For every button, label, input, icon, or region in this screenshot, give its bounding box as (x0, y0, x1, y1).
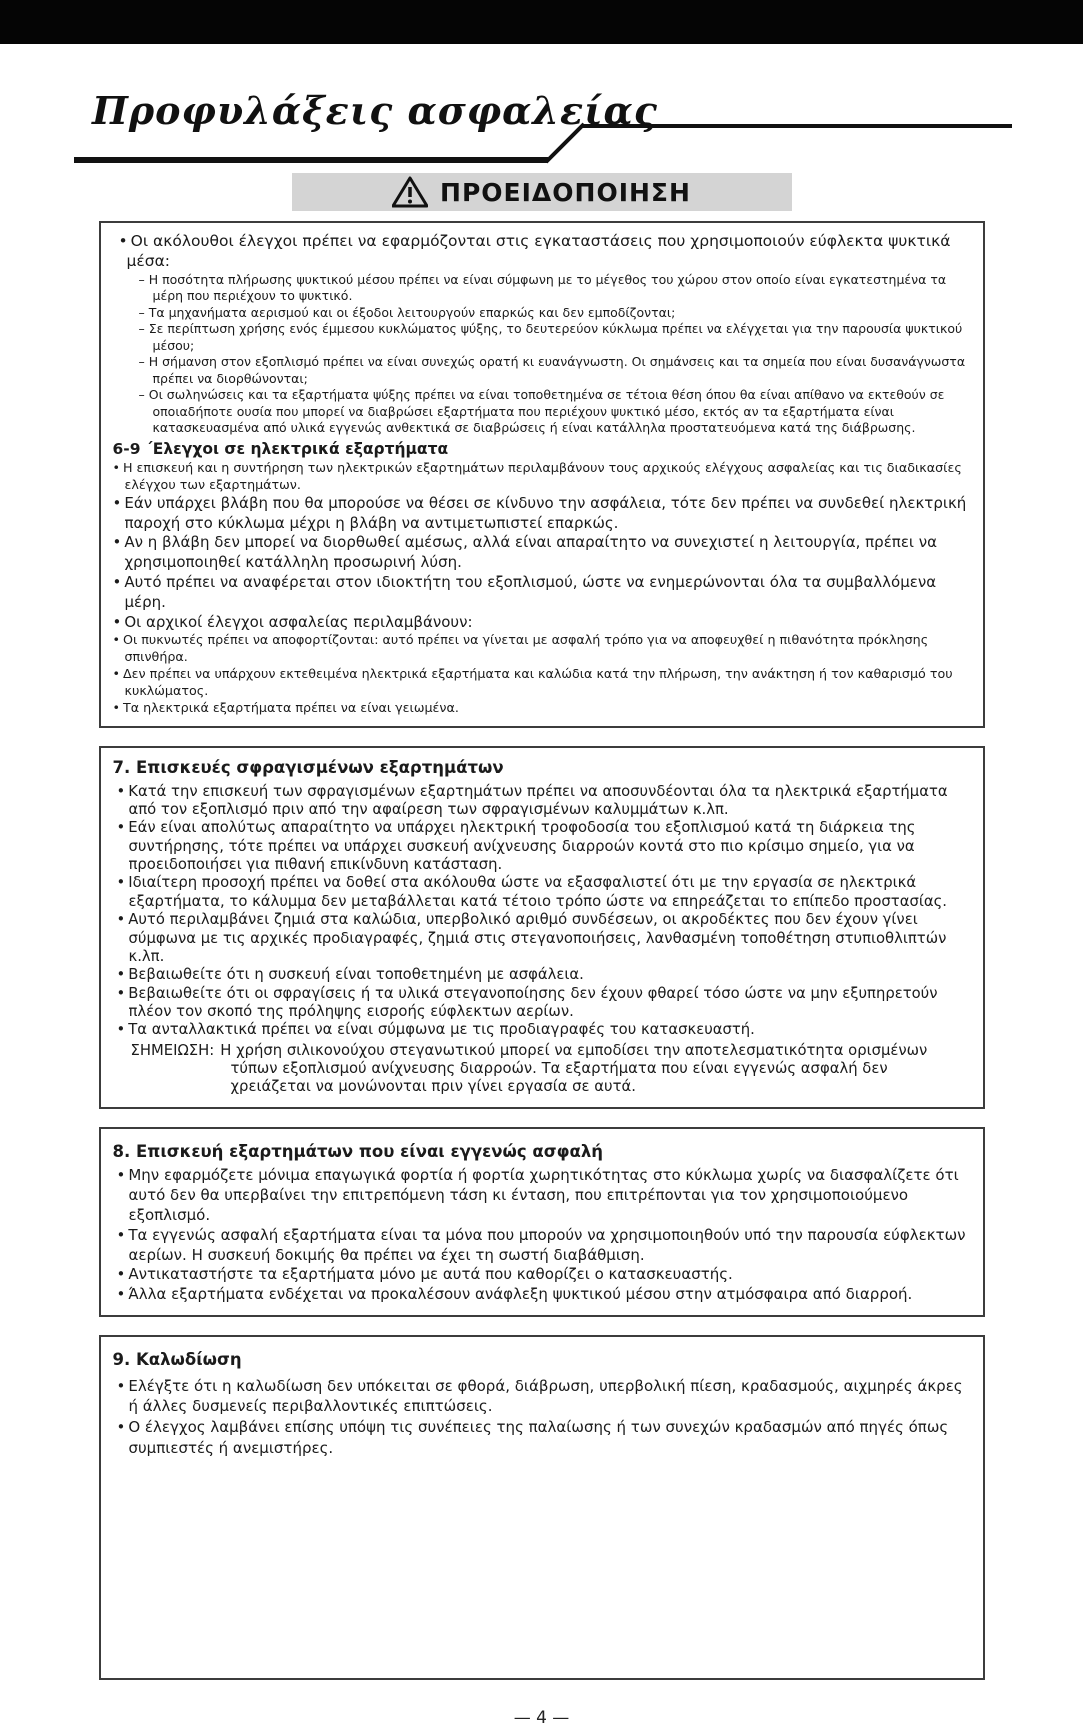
scan-top-bar (0, 0, 1083, 44)
subsection-title: 6-9 ΄Ελεγχοι σε ηλεκτρικά εξαρτήματα (112, 439, 449, 458)
warning-label: ΠΡΟΕΙΔΟΠΟΙΗΣΗ (440, 177, 691, 207)
note-text: Η χρήση σιλικονούχου στεγανωτικού μπορεί να εμποδίσει την αποτελεσματικότητα ορισμένων τύπων εξοπλισμού ανίχνευσης διαρροών. Τα εξαρτήματα που είναι εγγενώς ασφαλή δεν χρειάζεται να μονώνονται πριν γίνει εργασία σε αυτά. (220, 1041, 928, 1096)
section-8-box (99, 1127, 985, 1317)
bullet-item: • Τα ανταλλακτικά πρέπει να είναι σύμφωνα με τις προδιαγραφές του κατασκευαστή. (113, 1021, 971, 1039)
warning-box (99, 221, 985, 728)
page-number: — 4 — (513, 1707, 570, 1728)
bullet-item: • Μην εφαρμόζετε μόνιμα επαγωγικά φορτία ή φορτία χωρητικότητας στο κύκλωμα χωρίς να διασφαλίζετε ότι αυτό δεν θα υπερβαίνει την επιτρεπόμενη τάση κι ένταση, που επιτρέπονται για τον χρησιμοποιούμενο εξοπλισμό. (113, 1166, 971, 1225)
dash-item: – Η ποσότητα πλήρωσης ψυκτικού μέσου πρέπει να είναι σύμφωνη με το μέγεθος του χώρου στον οποίο είναι εγκατεστημένα τα μέρη που περιέχουν το ψυκτικό. (139, 272, 971, 305)
section-9-title: 9. Καλωδίωση (112, 1349, 242, 1369)
bullet-item: • Αν η βλάβη δεν μπορεί να διορθωθεί αμέσως, αλλά είναι απαραίτητο να συνεχιστεί η λειτουργία, πρέπει να χρησιμοποιηθεί κατάλληλη προσωρινή λύση. (113, 533, 971, 573)
section-9-box (99, 1335, 985, 1680)
dash-item: – Η σήμανση στον εξοπλισμό πρέπει να είναι συνεχώς ορατή κι ευανάγνωστη. Οι σημάνσεις και τα σημεία που είναι δυσανάγνωστα πρέπει να διορθώνονται; (139, 354, 971, 387)
bullet-item: • Κατά την επισκευή των σφραγισμένων εξαρτημάτων πρέπει να αποσυνδέονται όλα τα ηλεκτρικά εξαρτήματα από τον εξοπλισμό πριν από την αφαίρεση των σφραγισμένων καλυμμάτων κ.λπ. (113, 783, 971, 820)
warning-intro: • Οι ακόλουθοι έλεγχοι πρέπει να εφαρμόζονται στις εγκαταστάσεις που χρησιμοποιούν εύφλεκτα ψυκτικά μέσα: (113, 231, 971, 272)
warning-dash-list (113, 272, 971, 437)
bullet-item: • Οι αρχικοί έλεγχοι ασφαλείας περιλαμβάνουν: (113, 613, 971, 633)
dash-item: – Τα μηχανήματα αερισμού και οι έξοδοι λειτουργούν επαρκώς και δεν εμποδίζονται; (139, 305, 971, 322)
bullet-item: • Εάν υπάρχει βλάβη που θα μπορούσε να θέσει σε κίνδυνο την ασφάλεια, τότε δεν πρέπει να συνδεθεί ηλεκτρική παροχή στο κύκλωμα μέχρι η βλάβη να αντιμετωπιστεί επαρκώς. (113, 494, 971, 534)
bullet-item: • Η επισκευή και η συντήρηση των ηλεκτρικών εξαρτημάτων περιλαμβάνουν τους αρχικούς ελέγχους ασφαλείας και τις διαδικασίες ελέγχου των εξαρτημάτων. (113, 460, 971, 494)
section-8-title: 8. Επισκευή εξαρτημάτων που είναι εγγενώς ασφαλή (112, 1141, 604, 1161)
page-title: Προφυλάξεις ασφαλείας (92, 88, 658, 133)
warning-banner (292, 173, 792, 211)
bullet-item: • Ελέγξτε ότι η καλωδίωση δεν υπόκειται σε φθορά, διάβρωση, υπερβολική πίεση, κραδασμούς, αιχμηρές άκρες ή άλλες δυσμενείς περιβαλλοντικές επιπτώσεις. (113, 1376, 971, 1417)
dash-item: – Σε περίπτωση χρήσης ενός έμμεσου κυκλώματος ψύξης, το δευτερεύον κύκλωμα πρέπει να ελέγχεται για την παρουσία ψυκτικού μέσου; (139, 321, 971, 354)
bullet-item: • Εάν είναι απολύτως απαραίτητο να υπάρχει ηλεκτρική τροφοδοσία του εξοπλισμού κατά τη διάρκεια της συντήρησης, τότε πρέπει να υπάρχει συσκευή ανίχνευσης διαρροών κοντά στο πιο κρίσιμο σημείο, για να προειδοποιήσει για πιθανή επικίνδυνη κατάσταση. (113, 819, 971, 874)
warning-icon (392, 176, 428, 208)
note-label: ΣΗΜΕΙΩΣΗ: (130, 1041, 215, 1059)
bullet-item: • Άλλα εξαρτήματα ενδέχεται να προκαλέσουν ανάφλεξη ψυκτικού μέσου στην ατμόσφαιρα από διαρροή. (113, 1285, 971, 1305)
section-7-box (99, 746, 985, 1108)
bullet-item: • Οι πυκνωτές πρέπει να αποφορτίζονται: αυτό πρέπει να γίνεται με ασφαλή τρόπο για να αποφευχθεί η πιθανότητα πρόκλησης σπινθήρα. (113, 632, 971, 666)
bullet-item: • Βεβαιωθείτε ότι η συσκευή είναι τοποθετημένη με ασφάλεια. (113, 966, 971, 984)
bullet-item: • Τα ηλεκτρικά εξαρτήματα πρέπει να είναι γειωμένα. (113, 700, 971, 717)
section-7-title: 7. Επισκευές σφραγισμένων εξαρτημάτων (112, 758, 504, 778)
bullet-item: • Τα εγγενώς ασφαλή εξαρτήματα είναι τα μόνα που μπορούν να χρησιμοποιηθούν υπό την παρουσία εύφλεκτων αερίων. Η συσκευή δοκιμής θα πρέπει να έχει τη σωστή διαβάθμιση. (113, 1226, 971, 1266)
bullet-item: • Ο έλεγχος λαμβάνει επίσης υπόψη τις συνέπειες της παλαίωσης ή των συνεχών κραδασμών από πηγές όπως συμπιεστές ή ανεμιστήρες. (113, 1417, 971, 1458)
bullet-item: • Αντικαταστήστε τα εξαρτήματα μόνο με αυτά που καθορίζει ο κατασκευαστής. (113, 1265, 971, 1285)
bullet-item: • Βεβαιωθείτε ότι οι σφραγίσεις ή τα υλικά στεγανοποίησης δεν έχουν φθαρεί τόσο ώστε να μην εξυπηρετούν πλέον τον σκοπό της πρόληψης εισροής εύφλεκτων αερίων. (113, 985, 971, 1022)
dash-item: – Οι σωληνώσεις και τα εξαρτήματα ψύξης πρέπει να είναι τοποθετημένα σε τέτοια θέση όπου θα είναι απίθανο να εκτεθούν σε οποιαδήποτε ουσία που μπορεί να διαβρώσει εξαρτήματα που περιέχουν ψυκτικό μέσο, εκτός αν τα εξαρτήματα είναι κατασκευασμένα από υλικά εγγενώς ανθεκτικά σε διαβρώσεις ή είναι κατάλληλα προστατευόμενα κατά της διάβρωσης. (139, 387, 971, 437)
note-block (113, 1042, 971, 1097)
bullet-item: • Αυτό περιλαμβάνει ζημιά στα καλώδια, υπερβολικό αριθμό συνδέσεων, οι ακροδέκτες που δεν έχουν γίνει σύμφωνα με τις αρχικές προδιαγραφές, ζημιά στις στεγανοποιήσεις, λανθασμένη τοποθέτηση στυπιοθλιπτών κ.λπ. (113, 911, 971, 966)
bullet-item: • Αυτό πρέπει να αναφέρεται στον ιδιοκτήτη του εξοπλισμού, ώστε να ενημερώνονται όλα τα συμβαλλόμενα μέρη. (113, 573, 971, 613)
bullet-item: • Δεν πρέπει να υπάρχουν εκτεθειμένα ηλεκτρικά εξαρτήματα και καλώδια κατά την πλήρωση, την ανάκτηση ή τον καθαρισμό του κυκλώματος. (113, 666, 971, 700)
page-header (0, 74, 1083, 169)
bullet-item: • Ιδιαίτερη προσοχή πρέπει να δοθεί στα ακόλουθα ώστε να εξασφαλιστεί ότι με την εργασία σε ηλεκτρικά εξαρτήματα, το κάλυμμα δεν μεταβάλλεται κατά τέτοιο τρόπο ώστε να επηρεάζεται το επίπεδο προστασίας. (113, 874, 971, 911)
